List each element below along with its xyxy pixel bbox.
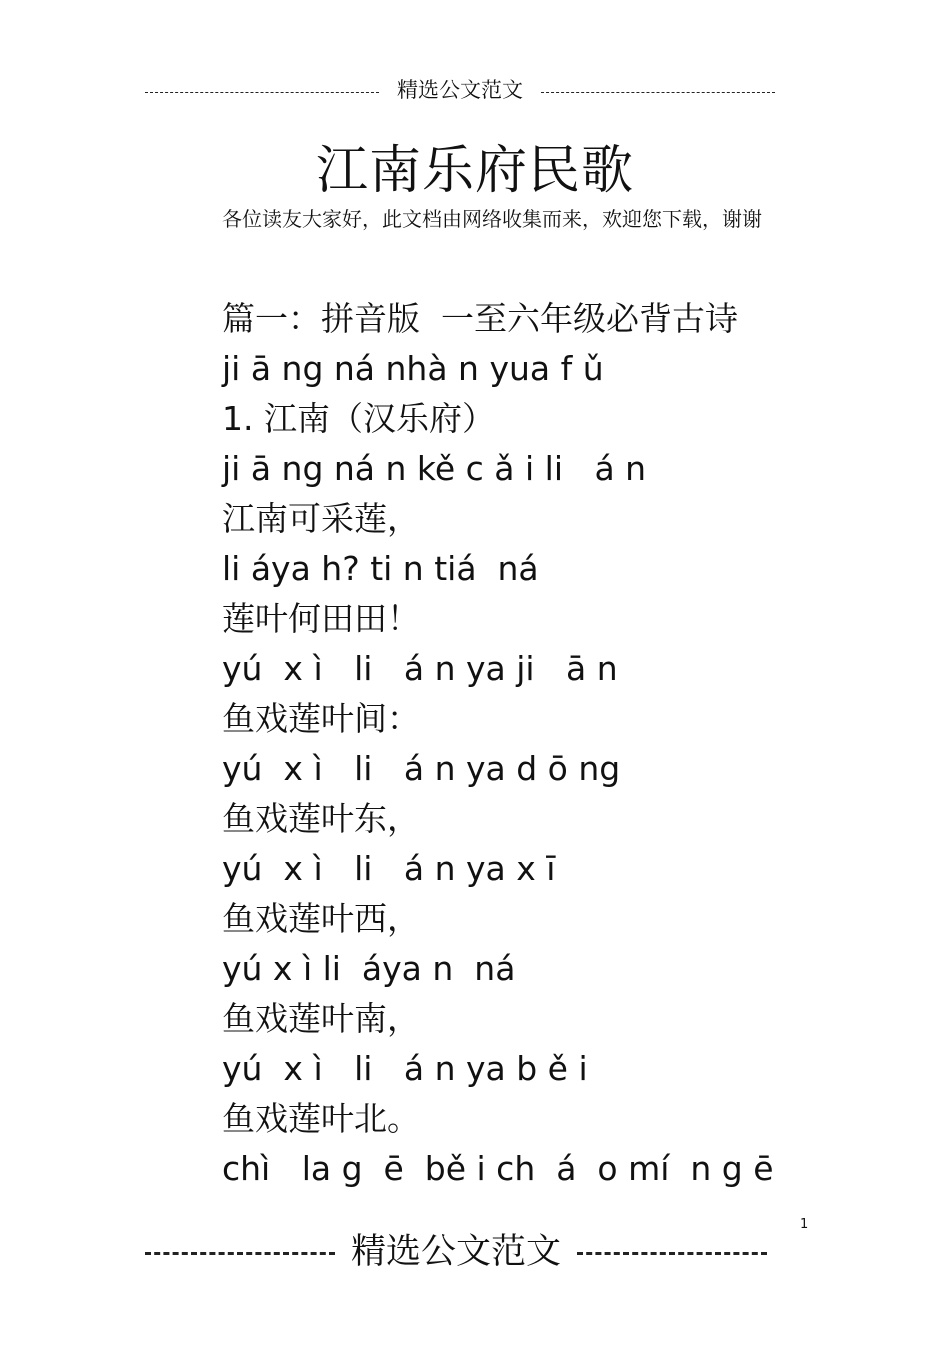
- section-heading: 篇一：拼音版 一至六年级必背古诗: [222, 299, 738, 338]
- poem-line: 鱼戏莲叶南，: [222, 999, 420, 1038]
- page-number: 1: [800, 1217, 809, 1232]
- pinyin-line: yú x ì li á n ya ji ā n: [222, 649, 618, 688]
- poem-line: 鱼戏莲叶东，: [222, 799, 420, 838]
- document-title: 江南乐府民歌: [315, 141, 634, 201]
- pinyin-line: yú x ì li á n ya b ě i: [222, 1049, 588, 1088]
- footer-label: 精选公文范文: [351, 1232, 562, 1272]
- header-label: 精选公文范文: [397, 78, 523, 102]
- pinyin-line: ji ā ng ná nhà n yua f ǔ: [222, 349, 604, 388]
- pinyin-line: ji ā ng ná n kě c ǎ i li á n: [222, 449, 647, 488]
- pinyin-line: chì la g ē bě i ch á o mí n g ē: [222, 1149, 774, 1188]
- poem-line: 莲叶何田田！: [222, 599, 420, 638]
- footer-dash-left: [145, 1252, 335, 1255]
- poem-line: 鱼戏莲叶间：: [222, 699, 420, 738]
- poem-line: 鱼戏莲叶西，: [222, 899, 420, 938]
- poem-body: [222, 294, 774, 1194]
- footer-dash-right: [577, 1252, 767, 1255]
- pinyin-line: yú x ì li áya n ná: [222, 949, 516, 988]
- poem-line: 鱼戏莲叶北。: [222, 1099, 420, 1138]
- poem-title-line: 1. 江南（汉乐府）: [222, 399, 495, 438]
- pinyin-line: yú x ì li á n ya x ī: [222, 849, 556, 888]
- pinyin-line: yú x ì li á n ya d ō ng: [222, 749, 621, 788]
- header-dash-right: [541, 92, 775, 93]
- page-header: [145, 74, 775, 104]
- pinyin-line: li áya h? ti n tiá ná: [222, 549, 539, 588]
- poem-line: 江南可采莲，: [222, 499, 420, 538]
- header-dash-left: [145, 92, 379, 93]
- page-footer: [145, 1224, 767, 1274]
- document-subtitle: 各位读友大家好，此文档由网络收集而来，欢迎您下载，谢谢: [222, 207, 762, 231]
